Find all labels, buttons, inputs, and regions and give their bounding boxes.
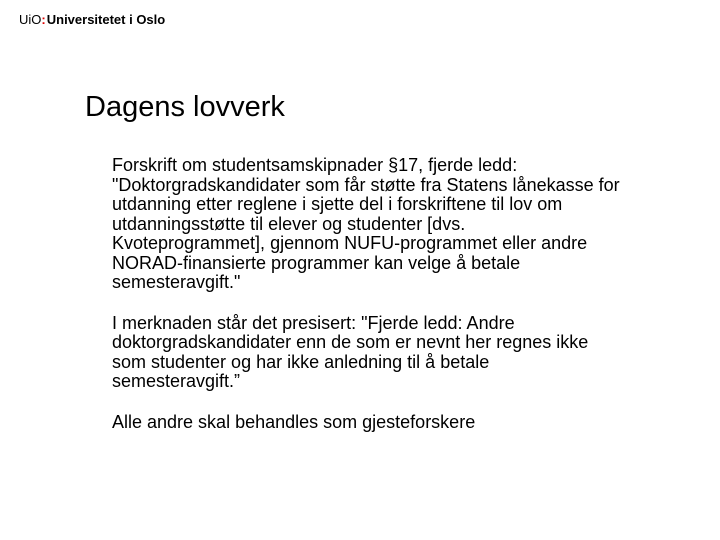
uio-logo (19, 9, 165, 29)
paragraph-regulation: Forskrift om studentsamskipnader §17, fjerde ledd: "Doktorgradskandidater som får støtte fra Statens lånekasse for utdanning etter reglene i sjette del i forskriftene til lov om utdanningsstøtte til elever og studenter [dvs. Kvoteprogrammet], gjennom NUFU-programmet eller andre NORAD-finansierte programmer kan velge å betale semesteravgift." (112, 155, 620, 292)
paragraph-others: Alle andre skal behandles som gjesteforskere (112, 411, 476, 432)
logo-uio-text: UiO (19, 11, 42, 27)
paragraph-remark: I merknaden står det presisert: "Fjerde ledd: Andre doktorgradskandidater enn de som er nevnt her regnes ikke som studenter og har ikke anledning til å betale semesteravgift.” (112, 312, 589, 391)
slide-title: Dagens lovverk (85, 91, 285, 123)
logo-colon-mark: : (41, 11, 46, 27)
logo-university-name: Universitetet i Oslo (46, 11, 166, 27)
slide-body (112, 156, 692, 432)
